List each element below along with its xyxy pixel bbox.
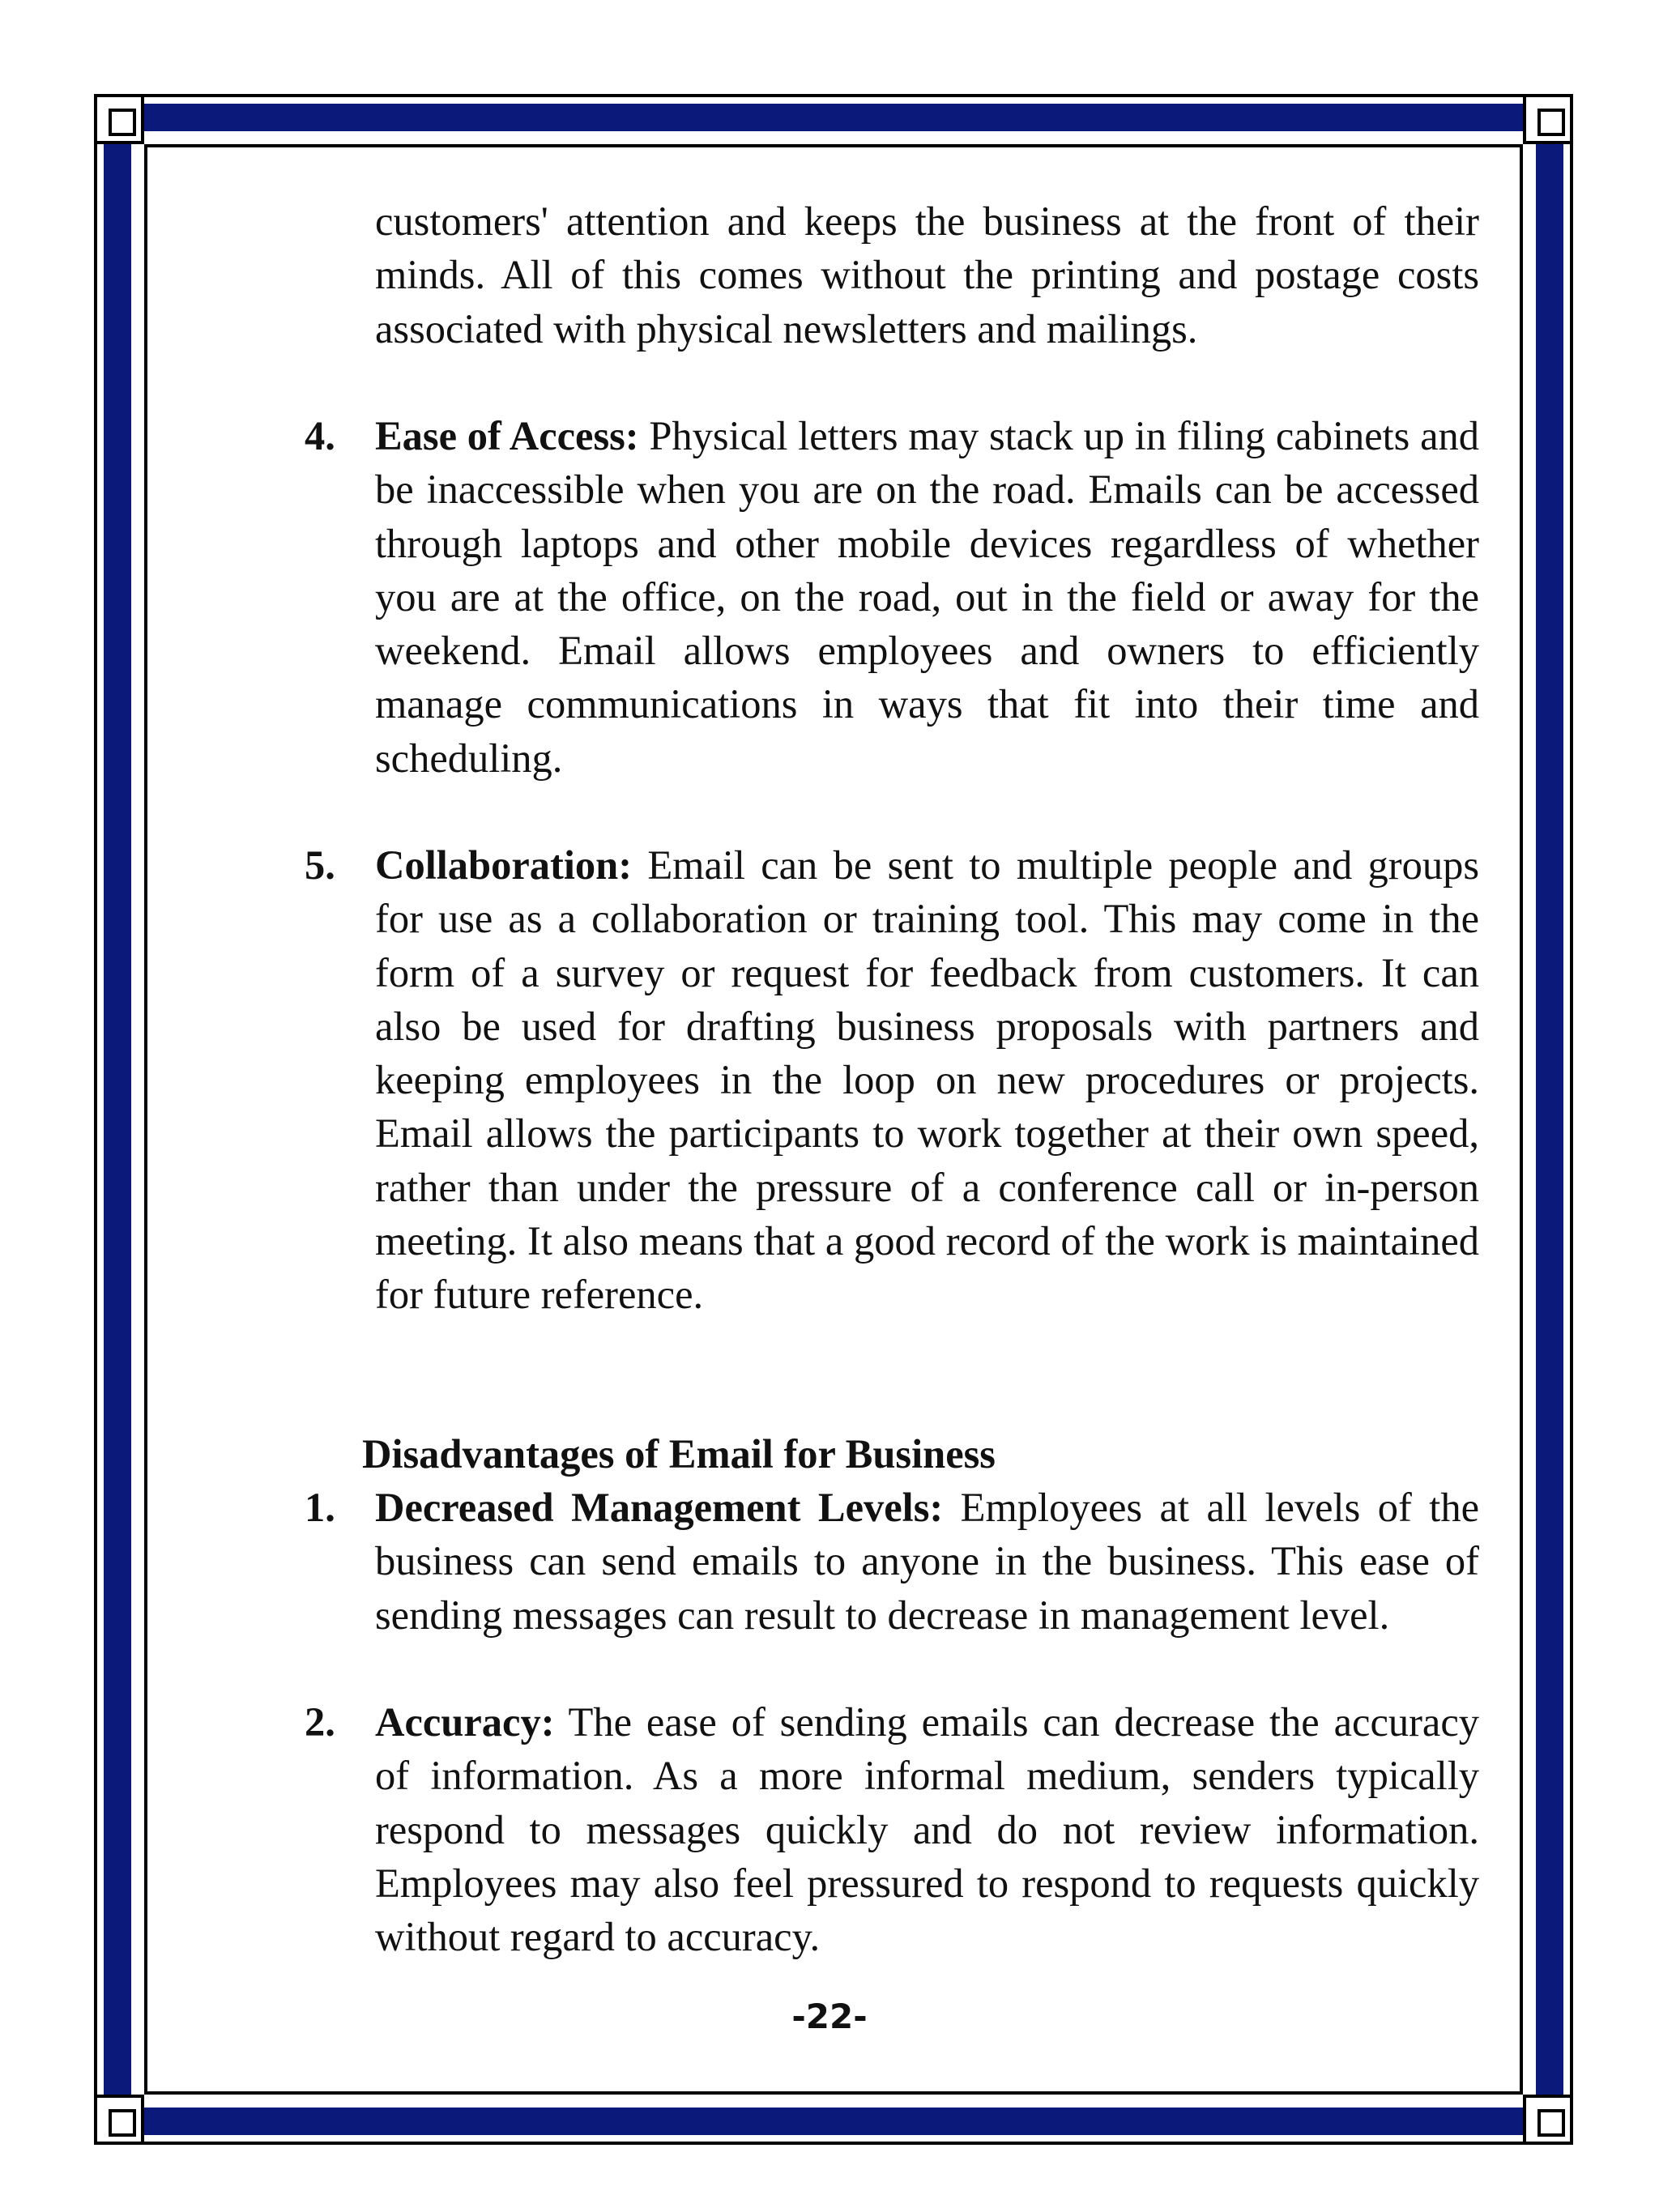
list-item-collaboration (305, 838, 1479, 1322)
list-item-term: Ease of Access: (375, 413, 639, 458)
list-item-number: 5. (305, 842, 335, 888)
section-heading: Disadvantages of Email for Business (362, 1431, 996, 1477)
list-item-number: 2. (305, 1699, 335, 1745)
list-item-decreased-management-levels (305, 1481, 1479, 1642)
list-item-text: Email can be sent to multiple people and groups for use as a collaboration or training tool. This may come in the form of a survey or request for feedback from customers. It can also be used for drafting business proposals with partners and keeping employees in the loop on new procedures or projects. Email allows the participants to work together at their own speed, rather than under the pressure of a conference call or in-person meeting. It also means that a good record of the work is maintained for future reference. (375, 842, 1479, 1318)
list-item-term: Collaboration: (375, 842, 633, 888)
list-item-accuracy (305, 1695, 1479, 1963)
intro-paragraph: customers' attention and keeps the business at the front of their minds. All of this comes without the printing and postage costs associated with physical newsletters and mailings. (375, 198, 1479, 352)
list-item-ease-of-access (305, 409, 1479, 785)
list-item-term: Decreased Management Levels: (375, 1485, 944, 1530)
list-item-text: The ease of sending emails can decrease the accuracy of information. As a more informal medium, senders typically respond to messages quickly and do not review information. Employees may also feel pressured to respond to requests quickly without regard to accuracy. (375, 1699, 1479, 1960)
page-number: -22- (791, 1997, 868, 2036)
list-item-number: 4. (305, 413, 335, 458)
list-item-text: Physical letters may stack up in filing cabinets and be inaccessible when you are on the road. Emails can be accessed through laptops and other mobile devices regardless of whether you are at the office, on the road, out in the field or away for the weekend. Email allows employees and owners to efficiently manage communications in ways that fit into their time and scheduling. (375, 413, 1479, 781)
list-item-number: 1. (305, 1485, 335, 1530)
list-item-text: Employees at all levels of the business can send emails to anyone in the business. This ease of sending messages can result to decrease in management level. (375, 1485, 1479, 1638)
list-item-term: Accuracy: (375, 1699, 555, 1745)
